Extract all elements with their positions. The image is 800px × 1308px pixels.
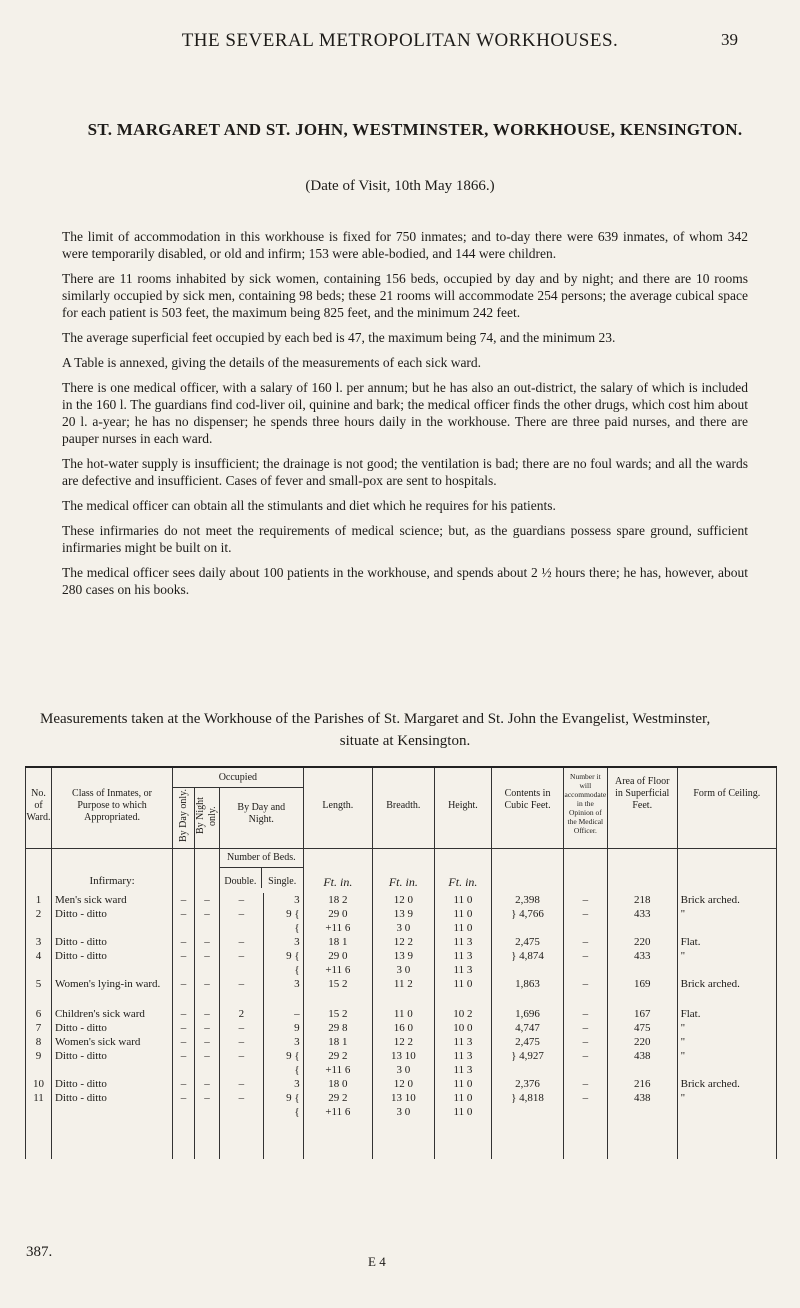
cell-br: 12 2 <box>373 1035 435 1049</box>
cell-cls <box>51 1063 172 1077</box>
cell-dbl <box>219 921 263 935</box>
measurements-heading-line1: Measurements taken at the Workhouse of the Parishes of St. Margaret and St. John the Evangelist, Westminster, <box>40 711 711 727</box>
cell-dn: – <box>194 1077 219 1091</box>
cell-area <box>607 921 677 935</box>
cell-sgl: 3 <box>263 935 303 949</box>
cell-cont: 2,398 <box>492 893 564 907</box>
paragraph: A Table is annexed, giving the details of the measurements of each sick ward. <box>62 355 482 370</box>
cell-len: 18 1 <box>303 935 372 949</box>
cell-ht: 11 0 <box>434 1077 492 1091</box>
cell-dn: – <box>194 907 219 921</box>
measurements-table <box>25 766 777 1159</box>
cell-sgl: 9 { <box>263 1091 303 1105</box>
cell-area: 433 <box>607 907 677 921</box>
cell-no: 2 <box>26 907 52 921</box>
cell-dbl: – <box>219 1077 263 1091</box>
table-row <box>26 1007 777 1021</box>
cell-len: 29 0 <box>303 907 372 921</box>
cell-cont: 2,376 <box>492 1077 564 1091</box>
cell-ht: 11 0 <box>434 1091 492 1105</box>
table-body <box>26 893 777 1159</box>
cell-dd: – <box>173 949 195 963</box>
col-day-night-header: By Day and Night. <box>219 787 303 848</box>
paragraph: These infirmaries do not meet the requirements of medical science; but, as the guardians possess spare ground, sufficient infirmaries might be built on it. <box>62 523 748 555</box>
cell-sgl: 3 <box>263 893 303 907</box>
cell-dd <box>173 1063 195 1077</box>
cell-len: 18 0 <box>303 1077 372 1091</box>
cell-form: " <box>677 1035 776 1049</box>
cell-no: 3 <box>26 935 52 949</box>
col-contents-header: Contents in Cubic Feet. <box>492 767 564 849</box>
cell-sgl: { <box>263 963 303 977</box>
cell-cont: 2,475 <box>492 1035 564 1049</box>
cell-br: 12 0 <box>373 1077 435 1091</box>
table-row <box>26 963 777 977</box>
cell-dn: – <box>194 1035 219 1049</box>
measurements-heading-line2: situate at Kensington. <box>339 733 471 749</box>
cell-cont: 1,863 <box>492 977 564 1007</box>
cell-area: 475 <box>607 1021 677 1035</box>
cell <box>492 1119 564 1159</box>
cell-len: 15 2 <box>303 1007 372 1021</box>
cell-dn: – <box>194 977 219 1007</box>
cell-len: 18 1 <box>303 1035 372 1049</box>
cell-len: 15 2 <box>303 977 372 1007</box>
cell-sgl: 3 <box>263 1077 303 1091</box>
cell <box>219 1119 263 1159</box>
cell-cls: Ditto - ditto <box>51 935 172 949</box>
cell-ht: 11 3 <box>434 949 492 963</box>
cell-dn <box>194 1063 219 1077</box>
cell-num <box>563 1105 607 1119</box>
cell-dd: – <box>173 935 195 949</box>
table-row <box>26 893 777 907</box>
cell-br: 3 0 <box>373 963 435 977</box>
cell-len: 29 8 <box>303 1021 372 1035</box>
cell-dbl: – <box>219 949 263 963</box>
cell-no: 5 <box>26 977 52 1007</box>
cell-br: 11 0 <box>373 1007 435 1021</box>
cell-br: 12 2 <box>373 935 435 949</box>
cell-br: 3 0 <box>373 1105 435 1119</box>
cell-cls <box>51 921 172 935</box>
single-header: Single. <box>261 868 303 888</box>
cell-num: – <box>563 1007 607 1021</box>
cell-form: Brick arched. <box>677 893 776 907</box>
page-number: 39 <box>721 30 738 49</box>
cell-ht: 11 0 <box>434 907 492 921</box>
cell-dd: – <box>173 907 195 921</box>
cell-area <box>607 963 677 977</box>
cell <box>607 849 677 893</box>
table-row <box>26 907 777 921</box>
col-length-header: Length. <box>303 767 372 849</box>
cell-br: 3 0 <box>373 921 435 935</box>
cell-form: " <box>677 1049 776 1063</box>
table-row <box>26 977 777 1007</box>
cell-dn: – <box>194 893 219 907</box>
cell-form <box>677 963 776 977</box>
cell-no <box>26 1063 52 1077</box>
cell <box>51 849 172 893</box>
cell-cls: Men's sick ward <box>51 893 172 907</box>
document-title: ST. MARGARET AND ST. JOHN, WESTMINSTER, WORKHOUSE, KENSINGTON. <box>87 120 743 139</box>
cell-dn: – <box>194 1007 219 1021</box>
cell-cls: Ditto - ditto <box>51 949 172 963</box>
cell <box>492 849 564 893</box>
cell-dd: – <box>173 1035 195 1049</box>
cell-area <box>607 1063 677 1077</box>
cell-num: – <box>563 1035 607 1049</box>
cell <box>434 1119 492 1159</box>
cell-no: 10 <box>26 1077 52 1091</box>
cell-area: 218 <box>607 893 677 907</box>
cell-sgl: 9 { <box>263 907 303 921</box>
table-row <box>26 1049 777 1063</box>
running-header: THE SEVERAL METROPOLITAN WORKHOUSES. <box>181 30 619 51</box>
cell-br: 13 9 <box>373 907 435 921</box>
cell-cls <box>51 1105 172 1119</box>
cell-form: Brick arched. <box>677 977 776 1007</box>
paragraph: The medical officer can obtain all the stimulants and diet which he requires for his patients. <box>62 498 556 513</box>
cell-cont: 1,696 <box>492 1007 564 1021</box>
cell-sgl: 9 { <box>263 949 303 963</box>
cell-ht: 11 3 <box>434 1035 492 1049</box>
cell-form: " <box>677 949 776 963</box>
cell-no: 9 <box>26 1049 52 1063</box>
cell-ht: 11 3 <box>434 1049 492 1063</box>
cell-cls: Ditto - ditto <box>51 1077 172 1091</box>
cell-dd: – <box>173 893 195 907</box>
cell-sgl: 3 <box>263 1035 303 1049</box>
beds-group-header: Number of Beds. Double. Single. <box>219 849 303 893</box>
table-row <box>26 1077 777 1091</box>
cell-sgl: { <box>263 1105 303 1119</box>
cell-form <box>677 921 776 935</box>
cell-no: 11 <box>26 1091 52 1105</box>
cell-dd: – <box>173 1049 195 1063</box>
cell-cls: Ditto - ditto <box>51 907 172 921</box>
cell-no: 1 <box>26 893 52 907</box>
cell <box>263 1119 303 1159</box>
cell-dn <box>194 963 219 977</box>
cell-area: 438 <box>607 1091 677 1105</box>
table-row <box>26 949 777 963</box>
cell-num: – <box>563 1091 607 1105</box>
cell-ht: 11 3 <box>434 1063 492 1077</box>
visit-date: (Date of Visit, 10th May 1866.) <box>305 178 495 194</box>
cell-dbl <box>219 963 263 977</box>
ft-in-breadth: Ft. in. <box>373 849 435 893</box>
cell-ht: 11 0 <box>434 977 492 1007</box>
cell-br: 11 2 <box>373 977 435 1007</box>
cell-ht: 10 2 <box>434 1007 492 1021</box>
cell-num: – <box>563 893 607 907</box>
cell-no: 6 <box>26 1007 52 1021</box>
paragraph: There are 11 rooms inhabited by sick women, containing 156 beds, occupied by day and by night; and there are 10 rooms similarly occupied by sick men, containing 98 beds; these 21 rooms will accommodate 254 persons; the average cubical space for each patient is 503 feet, the maximum being 825 feet, and the minimum 242 feet. <box>62 271 748 320</box>
cell-form: Flat. <box>677 935 776 949</box>
cell-cont: 2,475 <box>492 935 564 949</box>
col-by-night-header: By Night only. <box>194 787 219 848</box>
cell-len: +11 6 <box>303 963 372 977</box>
cell-dbl: – <box>219 1049 263 1063</box>
cell-ht: 11 0 <box>434 893 492 907</box>
cell-form: " <box>677 907 776 921</box>
cell-br: 13 10 <box>373 1049 435 1063</box>
cell-num: – <box>563 949 607 963</box>
cell-cont: 4,747 <box>492 1021 564 1035</box>
col-no-header: No. of Ward. <box>26 767 52 849</box>
cell-num: – <box>563 1021 607 1035</box>
cell-form: " <box>677 1021 776 1035</box>
col-breadth-header: Breadth. <box>373 767 435 849</box>
cell-dd: – <box>173 1021 195 1035</box>
cell-no <box>26 963 52 977</box>
table-row <box>26 1091 777 1105</box>
table-row <box>26 1035 777 1049</box>
table-row <box>26 921 777 935</box>
cell-len: +11 6 <box>303 1063 372 1077</box>
cell-sgl: 9 { <box>263 1049 303 1063</box>
cell-dd: – <box>173 1091 195 1105</box>
cell-dn: – <box>194 949 219 963</box>
paragraph: There is one medical officer, with a salary of 160 l. per annum; but he has also an out-district, the salary of which is included in the 160 l. The guardians find cod-liver oil, quinine and bark; the medical officer finds the other drugs, which cost him about 20 l. a-year; he has no dispenser; he spends three hours daily in the workhouse. There are three paid nurses, and there are pauper nurses in each ward. <box>62 380 748 446</box>
cell-form: Brick arched. <box>677 1077 776 1091</box>
cell <box>194 849 219 893</box>
cell-form: Flat. <box>677 1007 776 1021</box>
table-row <box>26 1021 777 1035</box>
ft-in-height: Ft. in. <box>434 849 492 893</box>
cell-dbl <box>219 1063 263 1077</box>
cell-cont: } 4,874 <box>492 949 564 963</box>
cell <box>26 1119 52 1159</box>
cell-cont: } 4,766 <box>492 907 564 921</box>
cell <box>677 1119 776 1159</box>
cell-dbl: – <box>219 1021 263 1035</box>
cell-no: 4 <box>26 949 52 963</box>
cell-cls: Women's lying-in ward. <box>51 977 172 1007</box>
cell-sgl: { <box>263 1063 303 1077</box>
cell-area: 169 <box>607 977 677 1007</box>
cell-dbl: – <box>219 1035 263 1049</box>
cell-br: 3 0 <box>373 1063 435 1077</box>
cell-dn: – <box>194 1049 219 1063</box>
cell-len: +11 6 <box>303 921 372 935</box>
paragraph: The hot-water supply is insufficient; the drainage is not good; the ventilation is bad; there are no foul wards; and all the wards are defective and insufficient. Cases of fever and small-pox are sent to hospitals. <box>62 456 748 488</box>
cell-sgl: – <box>263 1007 303 1021</box>
cell-br: 13 10 <box>373 1091 435 1105</box>
paragraph: The limit of accommodation in this workhouse is fixed for 750 inmates; and to-day there were 639 inmates, of whom 342 were temporarily disabled, or old and infirm; 153 were able-bodied, and 144 were children. <box>62 229 748 261</box>
cell-len: 18 2 <box>303 893 372 907</box>
col-occupied-header: Occupied <box>173 767 304 787</box>
cell-len: 29 2 <box>303 1091 372 1105</box>
cell-cont: } 4,927 <box>492 1049 564 1063</box>
cell <box>173 849 195 893</box>
cell-ht: 11 0 <box>434 921 492 935</box>
col-height-header: Height. <box>434 767 492 849</box>
double-header: Double. <box>224 876 257 887</box>
cell-dd: – <box>173 1007 195 1021</box>
cell-cls <box>51 963 172 977</box>
cell <box>563 1119 607 1159</box>
cell <box>51 1119 172 1159</box>
cell-dbl: – <box>219 935 263 949</box>
table-row <box>26 935 777 949</box>
cell-num: – <box>563 1077 607 1091</box>
col-class-header: Class of Inmates, or Purpose to which Appropriated. <box>51 767 172 849</box>
cell-cls: Ditto - ditto <box>51 1049 172 1063</box>
cell <box>373 1119 435 1159</box>
cell-dbl: – <box>219 893 263 907</box>
cell-br: 12 0 <box>373 893 435 907</box>
infirmary-label: Infirmary: <box>89 875 135 887</box>
cell <box>303 1119 372 1159</box>
cell-no <box>26 921 52 935</box>
cell-cont <box>492 921 564 935</box>
cell <box>607 1119 677 1159</box>
cell-num: – <box>563 907 607 921</box>
cell-num: – <box>563 1049 607 1063</box>
cell-num <box>563 1063 607 1077</box>
cell-dd <box>173 1105 195 1119</box>
cell-num: – <box>563 935 607 949</box>
cell-dbl <box>219 1105 263 1119</box>
cell <box>194 1119 219 1159</box>
cell-no: 7 <box>26 1021 52 1035</box>
cell-dd <box>173 963 195 977</box>
footer-number: 387. <box>26 1244 53 1260</box>
cell-cont <box>492 1105 564 1119</box>
cell-dd <box>173 921 195 935</box>
cell-dn <box>194 921 219 935</box>
cell-cls: Ditto - ditto <box>51 1091 172 1105</box>
cell-area <box>607 1105 677 1119</box>
col-form-header: Form of Ceiling. <box>677 767 776 849</box>
table-row <box>26 1063 777 1077</box>
cell-ht: 10 0 <box>434 1021 492 1035</box>
cell-cls: Children's sick ward <box>51 1007 172 1021</box>
cell-len: 29 0 <box>303 949 372 963</box>
cell-dbl: 2 <box>219 1007 263 1021</box>
cell-dd: – <box>173 1077 195 1091</box>
cell-sgl: 3 <box>263 977 303 1007</box>
cell-br: 16 0 <box>373 1021 435 1035</box>
paragraph: The medical officer sees daily about 100 patients in the workhouse, and spends about 2 ½ hours there; he has, however, about 280 cases on his books. <box>62 565 748 597</box>
cell <box>173 1119 195 1159</box>
cell-area: 438 <box>607 1049 677 1063</box>
cell-num <box>563 921 607 935</box>
cell-len: +11 6 <box>303 1105 372 1119</box>
cell-br: 13 9 <box>373 949 435 963</box>
cell-cont <box>492 963 564 977</box>
cell-cls: Ditto - ditto <box>51 1021 172 1035</box>
col-by-day-header: By Day only. <box>173 787 195 848</box>
cell-ht: 11 0 <box>434 1105 492 1119</box>
col-number-header: Number it will accommodate in the Opinion of the Medical Officer. <box>563 767 607 849</box>
cell-len: 29 2 <box>303 1049 372 1063</box>
ft-in-length: Ft. in. <box>303 849 372 893</box>
cell-cont <box>492 1063 564 1077</box>
cell-area: 167 <box>607 1007 677 1021</box>
cell-num <box>563 963 607 977</box>
cell-area: 220 <box>607 935 677 949</box>
cell-dn: – <box>194 1091 219 1105</box>
cell <box>563 849 607 893</box>
cell-dn: – <box>194 935 219 949</box>
table-row-spacer <box>26 1119 777 1159</box>
cell <box>677 849 776 893</box>
cell-sgl: { <box>263 921 303 935</box>
cell-dd: – <box>173 977 195 1007</box>
cell-no: 8 <box>26 1035 52 1049</box>
footer-signature: E 4 <box>368 1254 386 1269</box>
cell-ht: 11 3 <box>434 963 492 977</box>
cell-area: 220 <box>607 1035 677 1049</box>
report-body <box>62 228 748 606</box>
cell-cont: } 4,818 <box>492 1091 564 1105</box>
cell-num: – <box>563 977 607 1007</box>
col-area-header: Area of Floor in Superficial Feet. <box>607 767 677 849</box>
cell-dbl: – <box>219 907 263 921</box>
cell-area: 216 <box>607 1077 677 1091</box>
paragraph: The average superficial feet occupied by each bed is 47, the maximum being 74, and the minimum 23. <box>62 330 616 345</box>
cell-dn <box>194 1105 219 1119</box>
cell-form <box>677 1063 776 1077</box>
cell-dn: – <box>194 1021 219 1035</box>
cell-no <box>26 1105 52 1119</box>
table-row <box>26 1105 777 1119</box>
cell-dbl: – <box>219 1091 263 1105</box>
cell <box>26 849 52 893</box>
cell-sgl: 9 <box>263 1021 303 1035</box>
cell-cls: Women's sick ward <box>51 1035 172 1049</box>
cell-dbl: – <box>219 977 263 1007</box>
measurements-heading <box>40 708 770 752</box>
cell-ht: 11 3 <box>434 935 492 949</box>
cell-area: 433 <box>607 949 677 963</box>
cell-form: " <box>677 1091 776 1105</box>
cell-form <box>677 1105 776 1119</box>
